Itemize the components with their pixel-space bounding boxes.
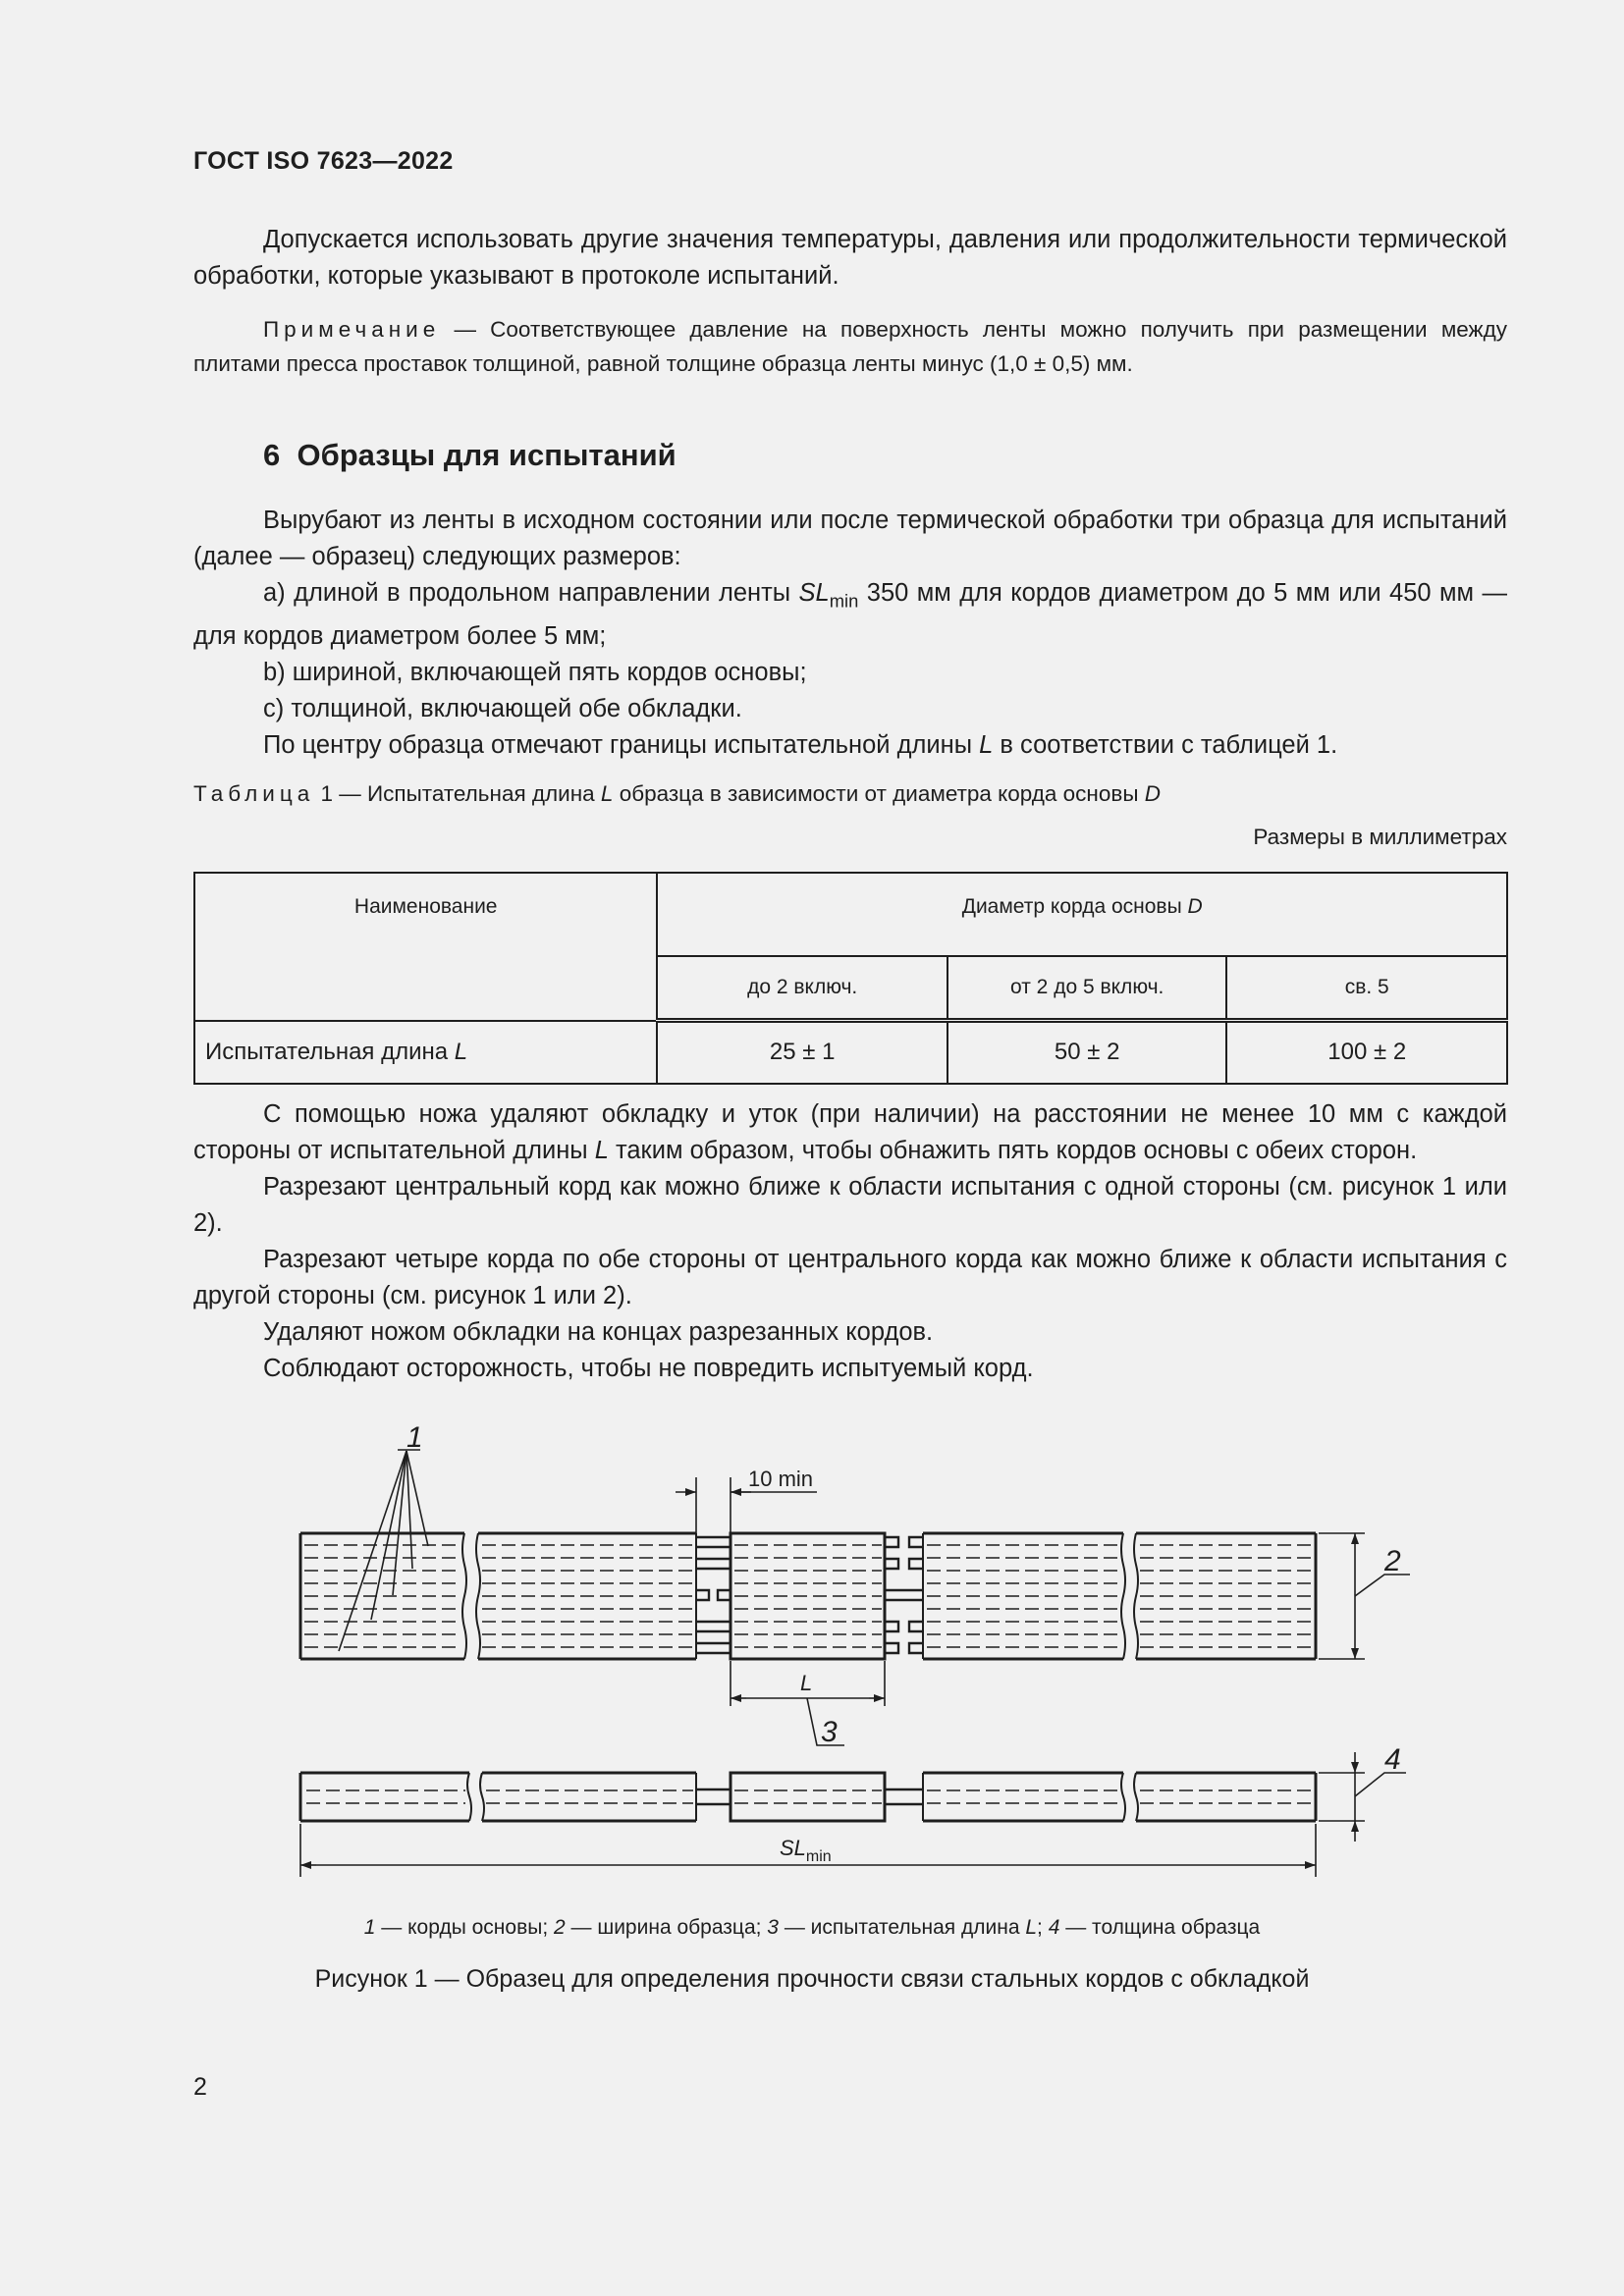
figure-label-3: 3 [821, 1716, 838, 1748]
procedure-body [193, 1096, 1507, 1387]
standard-header: ГОСТ ISO 7623—2022 [193, 147, 454, 175]
table-caption-symbol-d: D [1144, 781, 1161, 806]
row-label-symbol: L [454, 1038, 468, 1065]
subheader-cell: до 2 включ. [657, 956, 947, 1021]
value-cell: 100 ± 2 [1226, 1021, 1507, 1084]
item-a-text-end: 350 мм для кордов диаметром до 5 мм или 450 мм — для кордов диаметром более 5 мм; [193, 579, 1507, 651]
header-name: Наименование [353, 895, 498, 918]
figure-label-4: 4 [1384, 1743, 1401, 1776]
row-label-cell [194, 1021, 657, 1084]
procedure-text-end: таким образом, чтобы обнажить пять кордов основы с обеих сторон. [608, 1137, 1418, 1164]
last-text-end: в соответствии с таблицей 1. [993, 731, 1338, 760]
legend-n3: 3 [767, 1916, 779, 1939]
legend-t2: — ширина образца; [565, 1916, 768, 1939]
note-paragraph [193, 312, 1507, 381]
last-text: По центру образца отмечают границы испытательной длины [263, 731, 980, 760]
table-caption-symbol-l: L [600, 781, 614, 806]
legend-t4: — толщина образца [1059, 1916, 1261, 1939]
dim-10min-label: 10 min [748, 1467, 814, 1491]
procedure-paragraph: Соблюдают осторожность, чтобы не повредить испытуемый корд. [263, 1355, 1034, 1382]
legend-n2: 2 [554, 1916, 566, 1939]
specimen-figure [0, 1414, 1624, 1904]
cord-lines-bottom [306, 1790, 1313, 1803]
list-item-a [193, 575, 1507, 655]
table-label: Таблица [193, 781, 315, 806]
figure-label-2: 2 [1384, 1545, 1401, 1577]
value-cell: 25 ± 1 [657, 1021, 947, 1084]
subheader-cell: от 2 до 5 включ. [947, 956, 1227, 1021]
procedure-paragraph: Удаляют ножом обкладки на концах разрезанных кордов. [263, 1318, 934, 1346]
table-row [194, 1021, 1507, 1084]
cord-lines [304, 1545, 1313, 1647]
section-body [193, 503, 1507, 764]
note-text: — Соответствующее давление на поверхность ленты можно получить при размещении между плитами пресса проставок толщиной, равной толщине образца ленты минус (1,0 ± 0,5) мм. [193, 317, 1507, 376]
header-group: Диаметр корда основы [961, 895, 1188, 918]
table-caption [193, 781, 1161, 807]
test-length-table [193, 872, 1508, 1085]
legend-n1: 1 [363, 1916, 376, 1939]
list-item-b: b) шириной, включающей пять кордов основы; [263, 659, 807, 687]
section-number: 6 [263, 438, 281, 472]
procedure-symbol: L [594, 1137, 609, 1164]
item-a-text: а) длиной в продольном направлении ленты [263, 579, 799, 607]
procedure-paragraph [193, 1096, 1507, 1169]
row-label: Испытательная длина [205, 1038, 455, 1065]
table-caption-text-mid: образца в зависимости от диаметра корда основы [613, 781, 1145, 806]
figure-caption: Рисунок 1 — Образец для определения прочности связи стальных кордов с обкладкой [314, 1965, 1310, 1993]
procedure-paragraph: Разрезают центральный корд как можно ближе к области испытания с одной стороны (см. рисунок 1 или 2). [193, 1173, 1507, 1237]
section-title: Образцы для испытаний [297, 438, 677, 472]
header-name-cell [194, 873, 657, 1021]
note-label: Примечание [263, 317, 441, 342]
dim-SL-label: $SL_{min}$ [780, 1836, 832, 1865]
table-units: Размеры в миллиметрах [1253, 825, 1507, 849]
table-caption-text: 1 — Испытательная длина [314, 781, 601, 806]
legend-t3b: ; [1037, 1916, 1049, 1939]
figure-legend [0, 1916, 1624, 1940]
exposed-cords-left [696, 1537, 731, 1653]
intro-text: Допускается использовать другие значения температуры, давления или продолжительности термической обработки, которые указывают в протоколе испытаний. [193, 226, 1507, 290]
list-item-c: c) толщиной, включающей обе обкладки. [263, 695, 742, 723]
exposed-cords-right [885, 1537, 923, 1653]
test-region-side [731, 1773, 885, 1821]
strip-bottom [300, 1773, 1316, 1821]
header-group-cell [657, 873, 1507, 956]
section-last-paragraph [193, 727, 1507, 764]
procedure-text: С помощью ножа удаляют обкладку и уток (при наличии) на расстоянии не менее 10 мм с каждой стороны от испытательной длины [193, 1100, 1507, 1164]
header-group-symbol: D [1187, 895, 1203, 918]
legend-symbol: L [1025, 1916, 1038, 1939]
section-heading [263, 438, 677, 473]
page-number: 2 [193, 2073, 207, 2101]
section-paragraph: Вырубают из ленты в исходном состоянии или после термической обработки три образца для испытаний (далее — образец) следующих размеров: [193, 507, 1507, 570]
figure-label-1: 1 [406, 1421, 423, 1454]
break-lines-bottom [467, 1773, 1138, 1821]
intro-paragraph [193, 222, 1507, 294]
value-cell: 50 ± 2 [947, 1021, 1227, 1084]
procedure-paragraph: Разрезают четыре корда по обе стороны от центрального корда как можно ближе к области испытания с другой стороны (см. рисунок 1 или 2). [193, 1246, 1507, 1309]
item-a-symbol: SL [798, 579, 830, 607]
legend-n4: 4 [1048, 1916, 1060, 1939]
dim-L-label: L [800, 1671, 813, 1695]
subheader-cell: св. 5 [1226, 956, 1507, 1021]
item-a-subscript: min [829, 590, 859, 612]
last-symbol: L [979, 731, 994, 760]
legend-t1: — корды основы; [375, 1916, 554, 1939]
legend-t3: — испытательная длина [778, 1916, 1026, 1939]
